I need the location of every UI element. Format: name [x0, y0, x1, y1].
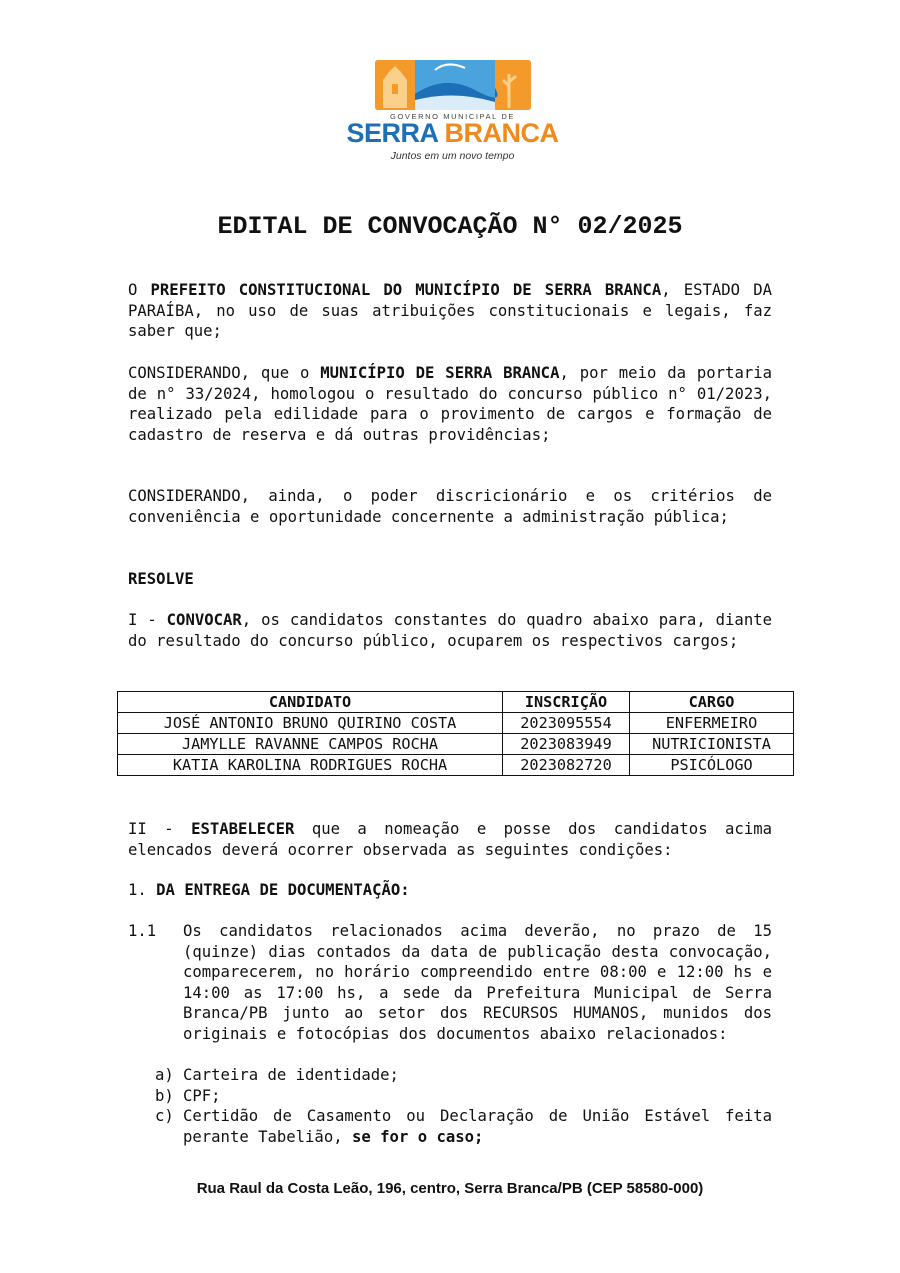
p1-rest: , ESTADO DA PARAÍBA, no uso de suas atribuições constitucionais e legais, faz saber que; — [128, 281, 772, 341]
cell-inscricao: 2023082720 — [503, 755, 630, 776]
section-1-number: 1. — [128, 881, 157, 899]
cell-inscricao: 2023095554 — [503, 713, 630, 734]
serra-branca-logo-icon — [375, 60, 531, 110]
cell-inscricao: 2023083949 — [503, 734, 630, 755]
document-title: EDITAL DE CONVOCAÇÃO N° 02/2025 — [217, 212, 683, 241]
list-item-text — [183, 1106, 772, 1147]
p2-lead: CONSIDERANDO, que o — [128, 364, 321, 382]
item-1-1-text: Os candidatos relacionados acima deverão, no prazo de 15 (quinze) dias contados da data de publicação desta convocação, comparecerem, no horário compreendido entre 08:00 e 12:00 hs e 14:00 as 17:00 hs, a sede da Prefeitura Municipal de Serra Branca/PB junto ao setor dos RECURSOS HUMANOS, munidos dos originais e fotocópias dos documentos abaixo relacionados: — [183, 922, 772, 1043]
logo-city-branca: BRANCA — [444, 118, 559, 148]
p1-lead: O — [128, 281, 151, 299]
table-row — [118, 734, 794, 755]
intro-paragraph-2 — [128, 363, 772, 445]
footer-address: Rua Raul da Costa Leão, 196, centro, Serra Branca/PB (CEP 58580-000) — [196, 1180, 704, 1197]
cell-candidato: KATIA KAROLINA RODRIGUES ROCHA — [118, 755, 503, 776]
cell-candidato: JAMYLLE RAVANNE CAMPOS ROCHA — [118, 734, 503, 755]
logo-slogan: Juntos em um novo tempo — [390, 150, 515, 162]
logo-gov-text: GOVERNO MUNICIPAL DE — [390, 112, 515, 121]
cell-cargo: NUTRICIONISTA — [630, 734, 794, 755]
section-1-heading — [128, 880, 772, 901]
convocar-paragraph — [128, 610, 772, 651]
cell-candidato: JOSÉ ANTONIO BRUNO QUIRINO COSTA — [118, 713, 503, 734]
section-1-title: DA ENTREGA DE DOCUMENTAÇÃO: — [156, 881, 410, 899]
p2-rest: , por meio da portaria de n° 33/2024, homologou o resultado do concurso público n° 01/2023, realizado pela edilidade para o provimento de cargos e formação de cadastro de reserva e dá outras providências; — [128, 364, 772, 444]
intro-paragraph-3: CONSIDERANDO, ainda, o poder discricionário e os critérios de conveniência e oportunidade concernente a administração pública; — [128, 487, 772, 526]
resolve-heading — [128, 569, 772, 590]
list-item-text: Carteira de identidade; — [183, 1066, 399, 1084]
logo-city-serra: SERRA — [346, 118, 438, 148]
p1-bold: PREFEITO CONSTITUCIONAL DO MUNICÍPIO DE SERRA BRANCA — [150, 281, 662, 299]
municipal-logo — [345, 58, 560, 168]
list-item-text: CPF; — [183, 1087, 221, 1105]
convocar-bold: CONVOCAR — [166, 611, 242, 629]
column-header-cargo: CARGO — [630, 692, 794, 713]
list-item-letter: b) — [155, 1087, 174, 1105]
cell-cargo: PSICÓLOGO — [630, 755, 794, 776]
estabelecer-paragraph — [128, 819, 772, 860]
item-1-1 — [128, 921, 772, 1066]
list-item-letter: c) — [155, 1107, 174, 1125]
candidates-table — [117, 691, 794, 776]
intro-paragraph-1 — [128, 280, 772, 342]
list-item — [155, 1086, 772, 1107]
column-header-inscricao: INSCRIÇÃO — [503, 692, 630, 713]
estabelecer-rest: que a nomeação e posse dos candidatos acima elencados deverá ocorrer observada as seguintes condições: — [128, 820, 772, 859]
resolve-text: RESOLVE — [128, 570, 194, 588]
list-item — [155, 1065, 772, 1086]
convocar-rest: , os candidatos constantes do quadro abaixo para, diante do resultado do concurso público, ocuparem os respectivos cargos; — [128, 611, 772, 650]
estabelecer-lead: II - — [128, 820, 192, 838]
table-row — [118, 755, 794, 776]
list-item-text-main: Certidão de Casamento ou Declaração de União Estável feita perante Tabelião, — [183, 1107, 772, 1146]
convocar-lead: I - — [128, 611, 167, 629]
list-item — [155, 1106, 772, 1148]
item-1-1-number: 1.1 — [128, 922, 157, 940]
table-row — [118, 713, 794, 734]
list-item-text-bold: se for o caso; — [342, 1127, 484, 1146]
p2-bold: MUNICÍPIO DE SERRA BRANCA — [320, 364, 560, 382]
list-item-letter: a) — [155, 1066, 174, 1084]
logo-city-text — [345, 118, 560, 148]
table-header-row — [118, 692, 794, 713]
estabelecer-bold: ESTABELECER — [191, 820, 295, 838]
cell-cargo: ENFERMEIRO — [630, 713, 794, 734]
column-header-candidato: CANDIDATO — [118, 692, 503, 713]
